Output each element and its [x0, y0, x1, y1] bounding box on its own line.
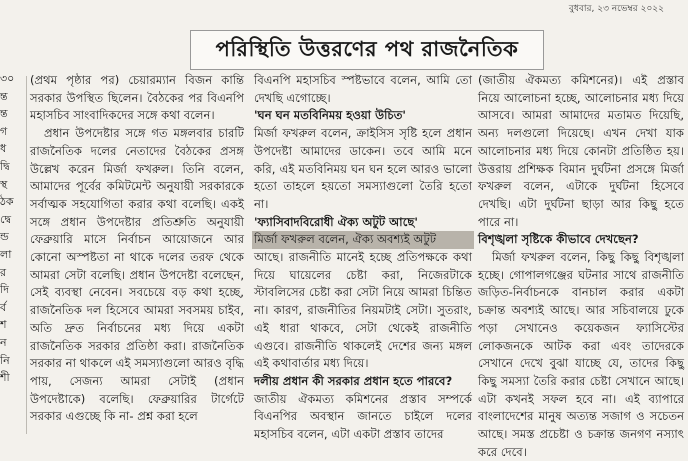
column-divider — [26, 76, 27, 434]
paragraph: প্রধান উপদেষ্টার সঙ্গে গত মঙ্গলবার চারটি রাজনৈতিক দলের নেতাদের বৈঠকের প্রসঙ্গ উল্লেখ করেন মির্জা ফখরুল। তিনি বলেন, আমাদের পূর্বের কমিটমেন্ট অনুযায়ী সরকারকে সর্বাত্মক সহযোগিতা করার কথা বলেছি। একই সঙ্গে প্রধান উপদেষ্টার প্রতিশ্রুতি অনুযায়ী ফেব্রুয়ারি মাসে নির্বাচন আয়োজনে আর কোনো অস্পষ্টতা না থাকে দলের তরফ থেকে আমরা সেটা বলেছি। প্রধান উপদেষ্টা বলেছেন, সেই ব্যবস্থা নেবেন। সবচেয়ে বড় কথা হচ্ছে, রাজনৈতিক দল হিসেবে আমরা সবসময় চাইব, অতি দ্রুত নির্বাচনের মধ্য দিয়ে একটা রাজনৈতিক সরকার প্রতিষ্ঠা করা। রাজনৈতিক সরকার না থাকলে এই সমস্যাগুলো আরও বৃদ্ধি পায়, সেজন্য আমরা সেটাই (প্রধান উপদেষ্টাকে) বলেছি। ফেব্রুয়ারির টার্গেটে সরকার এগুচ্ছে কি না- প্রশ্ন করা হলে — [30, 126, 244, 424]
article-headline: পরিস্থিতি উত্তরণের পথ রাজনৈতিক — [215, 36, 519, 61]
fragment-line: দ্বি — [0, 159, 10, 173]
article-column-1 — [30, 72, 244, 434]
fragment-line: ৩০ — [0, 72, 15, 85]
subheading: বিশৃঙ্খলা সৃষ্টিকে কীভাবে দেখছেন? — [478, 232, 639, 247]
fragment-line: ন্ড — [0, 230, 9, 244]
fragment-line: ন্ত — [0, 89, 8, 103]
fragment-line: ন — [0, 335, 7, 349]
fragment-line: ধ — [0, 142, 7, 156]
fragment-line: শী — [0, 371, 10, 385]
paragraph: মির্জা ফখরুল বলেন, কিছু কিছু বিশৃঙ্খলা হচ্ছে। গোপালগঞ্জের ঘটনার সাথে রাজনীতি জড়িত-নির্বাচনকে বানচাল করার একটা চক্রান্ত অবশ্যই আছে। আর সচিবালয়ে ঢুকে পড়া সেখানেও কয়েকজন ফ্যাসিস্টের লোকজনকে আটক করা এবং তাদেরকে সেখানে দেখে বুঝা যাচ্ছে যে, তাদের কিছু কিছু সমস্যা তৈরি করার চেষ্টা সেখানে আছে। এটা কখনই সফল হবে না। এই ব্যাপারে বাংলাদেশের মানুষ অত্যন্ত সজাগ ও সচেতন আছে। সমস্ত প্রচেষ্টা ও চক্রান্ত জনগণ নস্যাৎ করে দেবে। — [478, 250, 684, 459]
subheading: 'ঘন ঘন মতবিনিময় হওয়া উচিত' — [254, 108, 406, 123]
paragraph: (জাতীয় ঐকমত্য কমিশনের)। এই প্রস্তাব নিয়ে আলোচনা হচ্ছে, আলোচনার মধ্য দিয়ে আসবে। আমরা আমাদের মতামত দিয়েছি, অন্য দলগুলো দিয়েছে। এখন দেখা যাক আলোচনার মধ্য দিয়ে কোনটা প্রতিষ্ঠিত হয়। উত্তরায় প্রশিক্ষক বিমান দুর্ঘটনা প্রসঙ্গে মির্জা ফখরুল বলেন, এটাকে দুর্ঘটনা হিসেবে দেখছি। এটা দুর্ঘটনা ছাড়া আর কিছু হতে পারে না। — [478, 73, 684, 229]
fragment-line: নি — [0, 353, 10, 367]
article-column-3 — [478, 72, 684, 459]
article-headline-box — [190, 30, 544, 70]
fragment-line: শ — [0, 318, 7, 332]
subheading: 'ফ্যাসিবাদবিরোধী ঐক্য অটুট আছে' — [254, 214, 418, 229]
subheading: দলীয় প্রধান কী সরকার প্রধান হতে পারবে? — [254, 373, 453, 388]
fragment-line: ঠক — [0, 195, 14, 209]
fragment-line: লা — [0, 247, 12, 261]
highlighted-line: মির্জা ফখরুল বলেন, ঐক্য অবশ্যই অটুট — [252, 231, 474, 249]
fragment-line: দি — [0, 283, 9, 297]
fragment-line: দ্বে — [0, 212, 12, 226]
fragment-line: ন্ত — [0, 107, 8, 121]
paragraph: জাতীয় ঐকমত্য কমিশনের প্রস্তাব সম্পর্কে বিএনপির অবস্থান জানতে চাইলে দলের মহাসচিব বলেন, এটা একটা প্রস্তাব তাদের — [254, 391, 472, 442]
paragraph: (প্রথম পৃষ্ঠার পর) চেয়ারম্যান বিজন কান্তি সরকার উপস্থিত ছিলেন। বৈঠকের পর বিএনপি মহাসচিব সাংবাদিকদের সঙ্গে কথা বলেন। — [30, 73, 244, 123]
page-header-strip — [0, 0, 688, 14]
paragraph: মির্জা ফখরুল বলেন, ক্রাইসিস সৃষ্টি হলে প্রধান উপদেষ্টা আমাদের ডাকেন। তবে আমি মনে করি, এই মতবিনিময় ঘন ঘন হলে আরও ভালো হতো তাহলে হয়তো সমস্যাগুলো তৈরি হতো না। — [254, 126, 472, 211]
fragment-line: স্থ — [0, 177, 8, 191]
article-column-2 — [254, 72, 472, 442]
paragraph: আছে। রাজনীতি মানেই হচ্ছে প্রতিপক্ষকে কথা দিয়ে ঘায়েলের চেষ্টা করা, নিজেরটাকে স্টাবলিসের চেষ্টা করা সেটা নিয়ে আমরা চিন্তিত না। কারণ, রাজনীতির নিয়মটাই সেটা। সুতরাং, এই ধারা থাকবে, সেটা থেকেই রাজনীতি এগুবে। রাজনীতি থাকলেই দেশের জন্য মঙ্গল এই কথাবার্তার মধ্য দিয়ে। — [254, 250, 472, 371]
page-date: বুধবার, ২৩ নভেম্বর ২০২২ — [568, 4, 664, 14]
paragraph: বিএনপি মহাসচিব স্পষ্টভাবে বলেন, আমি তো দেখছি এগোচ্ছে। — [254, 73, 472, 105]
fragment-line: র — [0, 265, 7, 279]
fragment-line: গ — [0, 124, 8, 138]
fragment-line: র্ব — [0, 300, 7, 314]
adjacent-column-fragment — [0, 70, 22, 434]
